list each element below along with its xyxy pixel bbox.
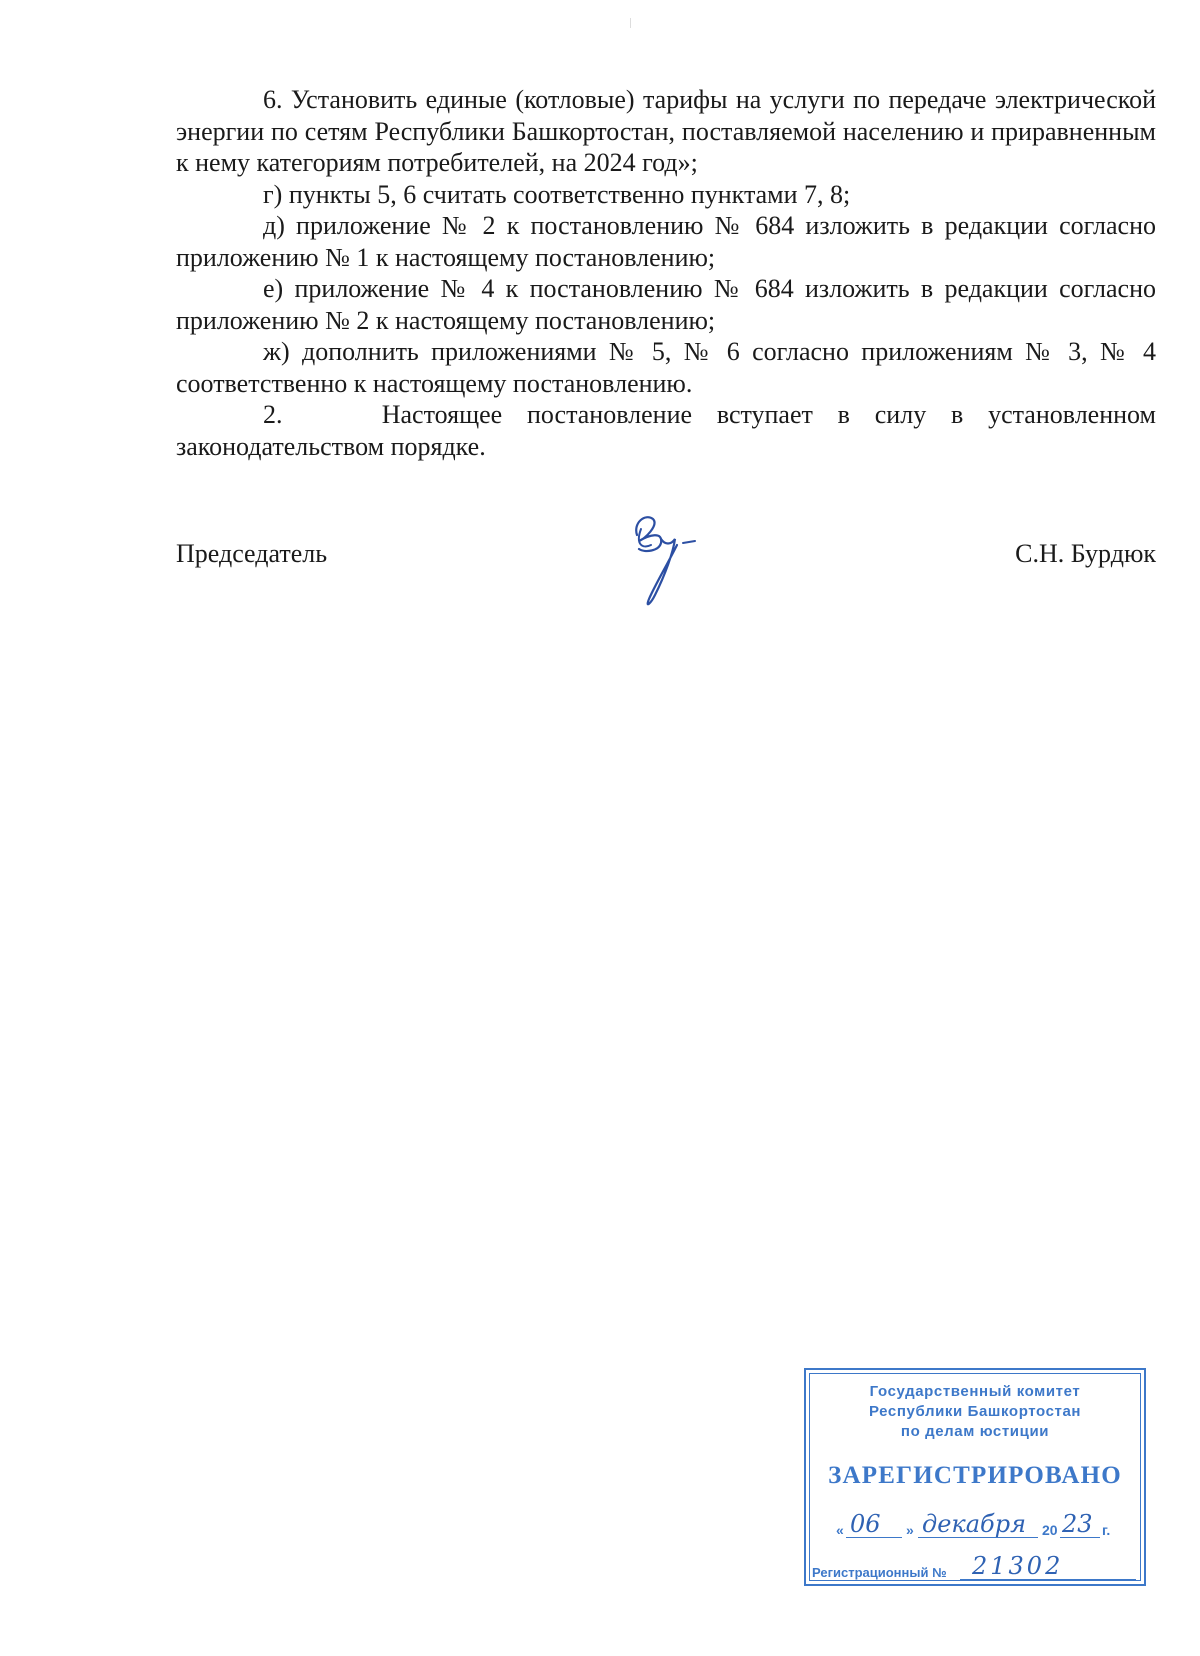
paragraph-item-d: д) приложение № 2 к постановлению № 684 изложить в редакции согласно приложению № 1 к настоящему постановлению; <box>176 211 1156 272</box>
stamp-month: декабря <box>922 1510 1026 1538</box>
paragraph-item-zh: ж) дополнить приложениями № 5, № 6 согласно приложениям № 3, № 4 соответственно к настоящему постановлению. <box>176 337 1156 398</box>
registration-stamp <box>804 1368 1146 1586</box>
stamp-year-suffix: 23 <box>1062 1510 1093 1538</box>
paragraph-item-g: г) пункты 5, 6 считать соответственно пунктами 7, 8; <box>263 179 851 209</box>
stamp-org-line2: Республики Башкортостан <box>868 1403 1082 1420</box>
stamp-day-underline <box>846 1537 902 1538</box>
stamp-year-unit: г. <box>1102 1522 1111 1538</box>
stamp-day: 06 <box>850 1510 881 1538</box>
stamp-year-prefix: 20 <box>1042 1522 1058 1538</box>
stamp-quote-open: « <box>836 1522 844 1538</box>
signatory-name: С.Н. Бурдюк <box>1015 539 1156 568</box>
paragraph-item-e: е) приложение № 4 к постановлению № 684 изложить в редакции согласно приложению № 2 к настоящему постановлению; <box>176 274 1156 335</box>
stamp-quote-close: » <box>906 1522 914 1538</box>
paragraph-item-6: 6. Установить единые (котловые) тарифы на услуги по передаче электрической энергии по сетям Республики Башкортостан, поставляемой населению и приравненным к нему категориям потребителей, на 2024 год»; <box>176 85 1156 177</box>
handwritten-signature <box>615 505 705 615</box>
scan-mark <box>630 18 631 28</box>
stamp-year-underline <box>1060 1537 1100 1538</box>
stamp-org-line1: Государственный комитет <box>869 1383 1081 1400</box>
stamp-reg-underline <box>960 1579 1136 1580</box>
stamp-regno-row <box>812 1554 1142 1584</box>
stamp-date-row <box>836 1508 1136 1542</box>
signatory-role: Председатель <box>176 539 328 568</box>
stamp-reg-number: 21302 <box>972 1552 1064 1580</box>
stamp-status: ЗАРЕГИСТРИРОВАНО <box>828 1462 1122 1489</box>
document-body <box>176 84 1163 462</box>
stamp-org-line3: по делам юстиции <box>900 1423 1050 1440</box>
paragraph-point-2: 2. Настоящее постановление вступает в силу в установленном законодательством порядке. <box>176 400 1163 461</box>
stamp-month-underline <box>918 1537 1038 1538</box>
stamp-organization <box>806 1382 1144 1442</box>
stamp-reg-label: Регистрационный № <box>812 1565 947 1580</box>
